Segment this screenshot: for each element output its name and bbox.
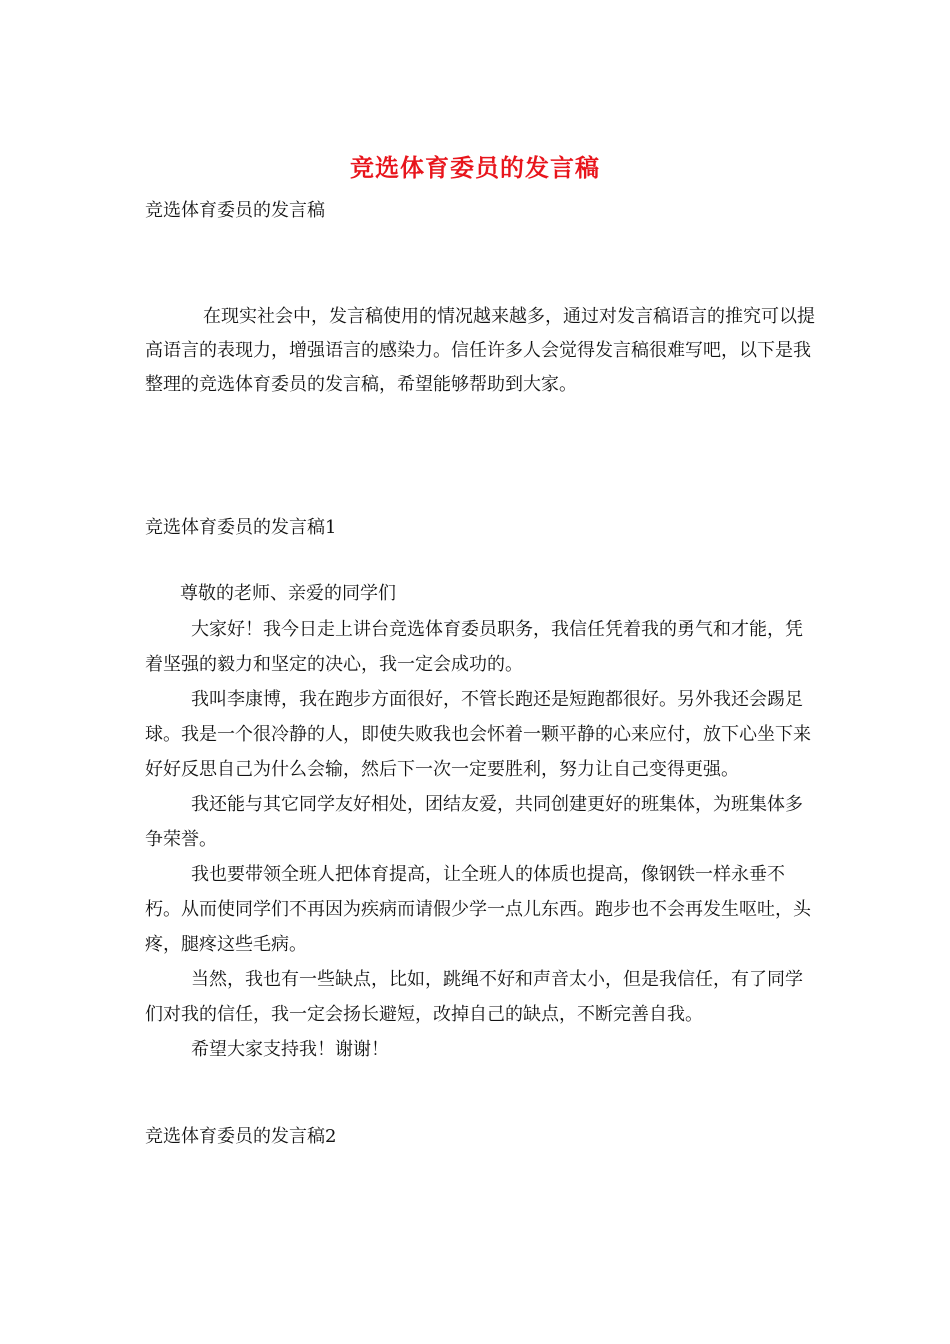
document-title: 竞选体育委员的发言稿	[350, 153, 600, 182]
speech-body	[145, 612, 817, 1067]
document-subtitle: 竞选体育委员的发言稿	[145, 200, 325, 221]
speech-paragraph: 希望大家支持我！谢谢！	[191, 1039, 389, 1060]
section-heading-1: 竞选体育委员的发言稿1	[145, 517, 337, 538]
speech-paragraph: 我也要带领全班人把体育提高，让全班人的体质也提高，像钢铁一样永垂不朽。从而使同学们不再因为疾病而请假少学一点儿东西。跑步也不会再发生呕吐，头疼，腿疼这些毛病。	[145, 864, 811, 955]
intro-paragraph: 在现实社会中，发言稿使用的情况越来越多，通过对发言稿语言的推究可以提高语言的表现力，增强语言的感染力。信任许多人会觉得发言稿很难写吧，以下是我整理的竞选体育委员的发言稿，希望能够帮助到大家。	[145, 306, 815, 395]
section-heading-2: 竞选体育委员的发言稿2	[145, 1126, 337, 1147]
speech-paragraph: 当然，我也有一些缺点，比如，跳绳不好和声音太小，但是我信任，有了同学们对我的信任，我一定会扬长避短，改掉自己的缺点，不断完善自我。	[145, 969, 803, 1025]
speech-paragraph: 我叫李康博，我在跑步方面很好，不管长跑还是短跑都很好。另外我还会踢足球。我是一个很冷静的人，即使失败我也会怀着一颗平静的心来应付，放下心坐下来好好反思自己为什么会输，然后下一次一定要胜利，努力让自己变得更强。	[145, 689, 811, 780]
greeting-line: 尊敬的老师、亲爱的同学们	[180, 583, 396, 604]
speech-paragraph: 大家好！我今日走上讲台竞选体育委员职务，我信任凭着我的勇气和才能，凭着坚强的毅力和坚定的决心，我一定会成功的。	[145, 619, 803, 675]
speech-paragraph: 我还能与其它同学友好相处，团结友爱，共同创建更好的班集体，为班集体多争荣誉。	[145, 794, 803, 850]
